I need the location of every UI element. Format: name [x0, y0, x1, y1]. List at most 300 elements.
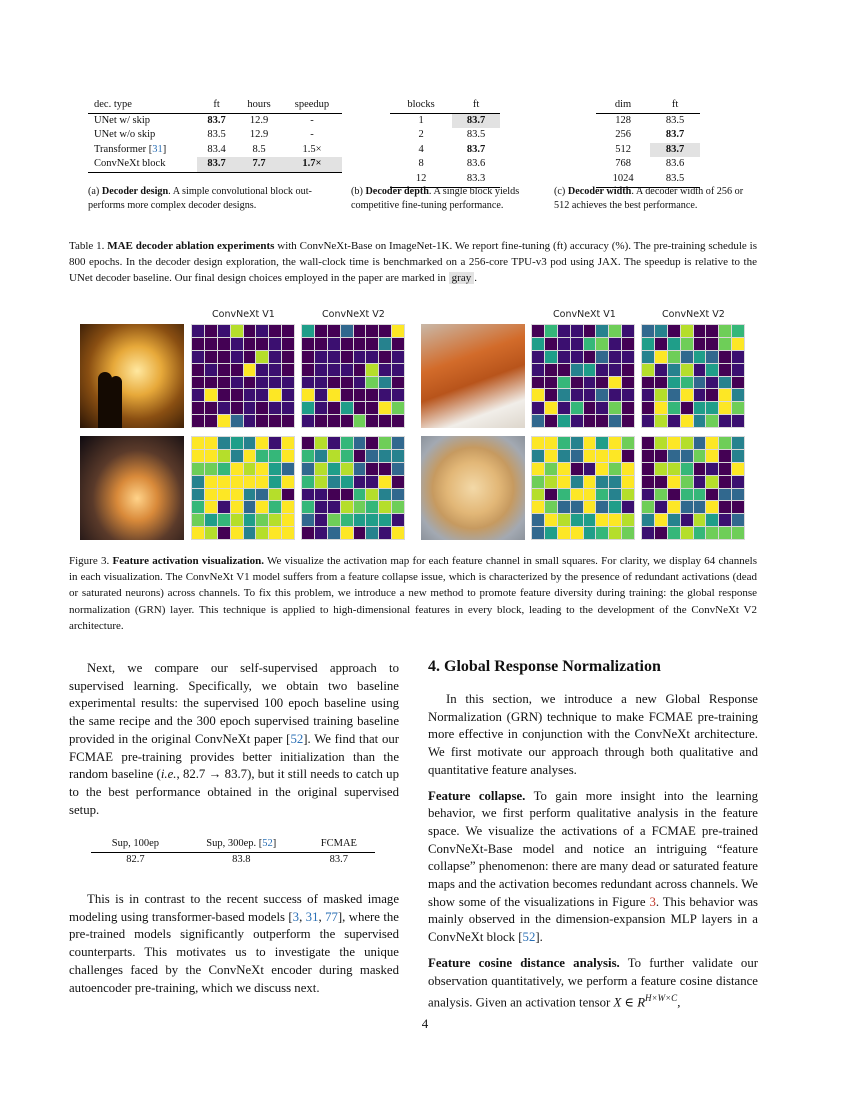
- activation-channel: [302, 338, 314, 350]
- activation-channel: [315, 364, 327, 376]
- activation-channel: [571, 402, 583, 414]
- activation-channel: [269, 389, 281, 401]
- activation-channel: [681, 437, 693, 449]
- activation-channel: [302, 402, 314, 414]
- activation-channel: [706, 450, 718, 462]
- activation-channel: [622, 501, 634, 513]
- activation-channel: [218, 338, 230, 350]
- activation-channel: [584, 338, 596, 350]
- fig-label-v1-left: ConvNeXt V1: [212, 309, 275, 320]
- activation-channel: [328, 463, 340, 475]
- activation-channel: [269, 338, 281, 350]
- activation-channel: [609, 489, 621, 501]
- activation-channel: [571, 389, 583, 401]
- activation-channel: [596, 501, 608, 513]
- activation-channel: [354, 527, 366, 539]
- activation-channel: [719, 437, 731, 449]
- activation-channel: [558, 476, 570, 488]
- activation-channel: [302, 325, 314, 337]
- activation-channel: [732, 351, 744, 363]
- cell: Transformer [31]: [94, 143, 167, 155]
- activation-channel: [256, 463, 268, 475]
- activation-channel: [532, 415, 544, 427]
- paragraph: This is in contrast to the recent success of masked image modeling using transformer-based models [3, 31, 77], where the pre-trained models significantly outperform the supervised counterparts. This motivates us to investigate the unique challenges faced by the ConvNeXt encoder during masked autoencoder pre-training, which we discuss next.: [69, 892, 399, 995]
- activation-channel: [282, 437, 294, 449]
- col-header: ft: [650, 98, 700, 113]
- activation-channel: [694, 450, 706, 462]
- activation-channel: [706, 437, 718, 449]
- table-decoder-design: [88, 98, 342, 173]
- activation-channel: [341, 325, 353, 337]
- activation-channel: [315, 389, 327, 401]
- activation-channel: [571, 450, 583, 462]
- activation-channel: [609, 364, 621, 376]
- activation-channel: [558, 338, 570, 350]
- activation-channel: [341, 351, 353, 363]
- activation-channel: [584, 514, 596, 526]
- activation-channel: [584, 389, 596, 401]
- activation-channel: [668, 437, 680, 449]
- activation-channel: [668, 389, 680, 401]
- cell: 1.5×: [302, 143, 322, 155]
- table-row: 12 83.3: [390, 172, 500, 187]
- activation-channel: [532, 338, 544, 350]
- activation-channel: [655, 463, 667, 475]
- activation-channel: [328, 450, 340, 462]
- activation-channel: [642, 476, 654, 488]
- activation-channel: [269, 514, 281, 526]
- activation-channel: [282, 377, 294, 389]
- activation-channel: [732, 489, 744, 501]
- activation-channel: [354, 415, 366, 427]
- activation-channel: [354, 402, 366, 414]
- activation-channel: [328, 351, 340, 363]
- figure3-caption: Figure 3. Feature activation visualization. We visualize the activation map for each feature channel in small squares. For clarity, we display 64 channels in each visualization. The ConvNeXt V1 model suffers from a feature collapse issue, which is characterized by the presence of redundant activations (dead or saturated neurons) across channels. To fix this problem, we introduce a new method to promote feature diversity during training: the global response normalization (GRN) layer. This technique is applied to high-dimensional features in every block, leading to the development of the ConvNeXt V2 architecture.: [69, 555, 757, 632]
- activation-channel: [732, 389, 744, 401]
- activation-channel: [545, 338, 557, 350]
- activation-channel: [732, 338, 744, 350]
- activation-channel: [231, 377, 243, 389]
- cell: ConvNeXt block: [88, 157, 197, 172]
- activation-channel: [244, 450, 256, 462]
- left-column-p2: [69, 891, 399, 997]
- activation-channel: [596, 527, 608, 539]
- activation-channel: [218, 351, 230, 363]
- activation-channel: [366, 476, 378, 488]
- activation-channel: [192, 377, 204, 389]
- activation-channel: [231, 514, 243, 526]
- activation-channel: [609, 450, 621, 462]
- activation-channel: [706, 415, 718, 427]
- activation-channel: [379, 402, 391, 414]
- activation-channel: [341, 437, 353, 449]
- activation-channel: [244, 364, 256, 376]
- activation-channel: [256, 415, 268, 427]
- activation-channel: [379, 325, 391, 337]
- col-header: ft: [452, 98, 500, 113]
- paragraph: In this section, we introduce a new Global Response Normalization (GRN) technique to make FCMAE pre-training more effective in conjunction with the ConvNeXt architecture. We first motivate our approach through both qualitative and quantitative feature analyses.: [428, 692, 758, 777]
- table-row: [88, 128, 342, 143]
- cell: 8.5: [252, 143, 266, 155]
- activation-channel: [256, 351, 268, 363]
- activation-channel: [392, 476, 404, 488]
- activation-channel: [584, 415, 596, 427]
- activation-channel: [655, 338, 667, 350]
- activation-channel: [719, 389, 731, 401]
- activation-channel: [302, 437, 314, 449]
- activation-channel: [668, 450, 680, 462]
- activation-channel: [609, 402, 621, 414]
- activation-channel: [231, 527, 243, 539]
- activation-channel: [545, 463, 557, 475]
- activation-channel: [642, 489, 654, 501]
- activation-channel: [668, 514, 680, 526]
- activation-channel: [341, 476, 353, 488]
- activation-channel: [732, 437, 744, 449]
- activation-channel: [622, 489, 634, 501]
- activation-channel: [366, 364, 378, 376]
- activation-channel: [366, 415, 378, 427]
- activation-channel: [218, 377, 230, 389]
- activation-channel: [379, 389, 391, 401]
- activation-channel: [315, 450, 327, 462]
- activation-channel: [655, 450, 667, 462]
- activation-channel: [205, 501, 217, 513]
- activation-channel: [719, 325, 731, 337]
- activation-channel: [341, 338, 353, 350]
- activation-channel: [681, 415, 693, 427]
- left-column: [69, 660, 399, 819]
- activation-channel: [532, 437, 544, 449]
- activation-channel: [596, 402, 608, 414]
- activation-channel: [379, 514, 391, 526]
- activation-channel: [328, 325, 340, 337]
- activation-channel: [558, 437, 570, 449]
- activation-channel: [392, 437, 404, 449]
- activation-channel: [706, 501, 718, 513]
- activation-channel: [706, 476, 718, 488]
- activation-channel: [571, 377, 583, 389]
- activation-channel: [282, 527, 294, 539]
- activation-channel: [328, 402, 340, 414]
- cell: -: [310, 129, 314, 141]
- activation-channel: [719, 351, 731, 363]
- activation-channel: [328, 338, 340, 350]
- table1-caption: Table 1. MAE decoder ablation experiments with ConvNeXt-Base on ImageNet-1K. We report fine-tuning (ft) accuracy (%). The pre-training schedule is 800 epochs. In the decoder design exploration, the wall-clock time is benchmarked on a 256-core TPU-v3 pod using JAX. The speedup is relative to the UNet decoder baseline. Our final design choices employed in the paper are marked in gray .: [69, 240, 757, 285]
- activation-channel: [545, 351, 557, 363]
- activation-channel: [231, 437, 243, 449]
- activation-grid-v2-bottom-right: [641, 436, 745, 540]
- activation-channel: [558, 415, 570, 427]
- subcaption-b: (b) Decoder depth. A single block yields competitive fine-tuning performance.: [351, 186, 520, 211]
- activation-channel: [315, 402, 327, 414]
- activation-grid-v2-bottom-left: [301, 436, 405, 540]
- activation-channel: [596, 437, 608, 449]
- activation-channel: [642, 351, 654, 363]
- activation-channel: [256, 437, 268, 449]
- activation-channel: [244, 501, 256, 513]
- activation-channel: [392, 389, 404, 401]
- activation-channel: [655, 501, 667, 513]
- activation-channel: [192, 415, 204, 427]
- activation-channel: [328, 527, 340, 539]
- activation-channel: [622, 402, 634, 414]
- activation-channel: [558, 527, 570, 539]
- activation-channel: [392, 489, 404, 501]
- activation-channel: [379, 437, 391, 449]
- paragraph: Next, we compare our self-supervised approach to supervised learning. Specifically, we obtain two baseline experimental results: the supervised 100 epoch baseline using the same recipe and the 300 epoch supervised training baseline provided in the original ConvNeXt paper [52]. We find that our FCMAE pre-training provides better initialization than the random baseline (i.e., 82.7 → 83.7), but it still needs to catch up to the best performance obtained in the original supervised setup.: [69, 661, 400, 817]
- activation-channel: [584, 325, 596, 337]
- activation-channel: [218, 415, 230, 427]
- activation-channel: [379, 463, 391, 475]
- activation-channel: [545, 514, 557, 526]
- activation-channel: [545, 325, 557, 337]
- activation-channel: [694, 389, 706, 401]
- activation-channel: [609, 527, 621, 539]
- activation-channel: [205, 389, 217, 401]
- section-heading: 4. Global Response Normalization: [428, 658, 661, 675]
- activation-channel: [545, 402, 557, 414]
- activation-channel: [732, 501, 744, 513]
- activation-channel: [584, 402, 596, 414]
- activation-channel: [719, 402, 731, 414]
- col-header: hours: [236, 98, 282, 113]
- activation-channel: [558, 377, 570, 389]
- activation-channel: [205, 514, 217, 526]
- activation-channel: [609, 415, 621, 427]
- activation-channel: [231, 351, 243, 363]
- activation-channel: [315, 377, 327, 389]
- activation-channel: [532, 463, 544, 475]
- activation-channel: [719, 377, 731, 389]
- activation-channel: [341, 463, 353, 475]
- activation-channel: [668, 325, 680, 337]
- activation-channel: [719, 476, 731, 488]
- activation-channel: [244, 377, 256, 389]
- activation-channel: [231, 489, 243, 501]
- activation-channel: [622, 377, 634, 389]
- activation-channel: [341, 489, 353, 501]
- activation-channel: [655, 402, 667, 414]
- activation-channel: [392, 463, 404, 475]
- activation-channel: [205, 527, 217, 539]
- table-row: [88, 157, 342, 172]
- activation-channel: [596, 489, 608, 501]
- activation-channel: [379, 351, 391, 363]
- activation-channel: [192, 501, 204, 513]
- activation-channel: [532, 364, 544, 376]
- activation-channel: [655, 527, 667, 539]
- activation-channel: [379, 527, 391, 539]
- activation-channel: [719, 338, 731, 350]
- activation-channel: [192, 476, 204, 488]
- activation-channel: [315, 415, 327, 427]
- activation-channel: [354, 514, 366, 526]
- activation-channel: [218, 437, 230, 449]
- activation-channel: [256, 364, 268, 376]
- activation-channel: [732, 476, 744, 488]
- activation-channel: [205, 325, 217, 337]
- cell: 83.5: [207, 129, 226, 141]
- activation-channel: [706, 402, 718, 414]
- activation-channel: [694, 463, 706, 475]
- activation-channel: [584, 351, 596, 363]
- activation-channel: [302, 377, 314, 389]
- activation-channel: [192, 325, 204, 337]
- activation-channel: [231, 325, 243, 337]
- table-row: [88, 113, 342, 128]
- activation-channel: [732, 450, 744, 462]
- activation-channel: [681, 450, 693, 462]
- activation-channel: [354, 338, 366, 350]
- activation-channel: [315, 463, 327, 475]
- activation-channel: [282, 415, 294, 427]
- activation-channel: [545, 489, 557, 501]
- activation-channel: [269, 325, 281, 337]
- cell: 1.7×: [282, 157, 342, 172]
- activation-channel: [622, 476, 634, 488]
- activation-channel: [392, 377, 404, 389]
- activation-channel: [732, 463, 744, 475]
- activation-channel: [532, 476, 544, 488]
- cell: UNet w/ skip: [94, 114, 150, 126]
- activation-channel: [532, 450, 544, 462]
- activation-channel: [354, 364, 366, 376]
- activation-channel: [366, 514, 378, 526]
- activation-channel: [192, 527, 204, 539]
- activation-channel: [218, 501, 230, 513]
- activation-channel: [392, 364, 404, 376]
- activation-channel: [205, 463, 217, 475]
- right-column: [428, 691, 758, 1012]
- activation-channel: [655, 437, 667, 449]
- activation-channel: [192, 463, 204, 475]
- activation-channel: [315, 351, 327, 363]
- activation-channel: [622, 437, 634, 449]
- activation-channel: [231, 338, 243, 350]
- activation-channel: [282, 489, 294, 501]
- activation-channel: [366, 351, 378, 363]
- activation-channel: [558, 514, 570, 526]
- activation-channel: [655, 415, 667, 427]
- cell: 83.4: [207, 143, 226, 155]
- activation-channel: [341, 514, 353, 526]
- activation-channel: [571, 364, 583, 376]
- activation-channel: [231, 415, 243, 427]
- activation-channel: [341, 389, 353, 401]
- activation-channel: [668, 364, 680, 376]
- cell: 7.7: [236, 157, 282, 172]
- activation-channel: [244, 476, 256, 488]
- activation-channel: [609, 476, 621, 488]
- col-header: dim: [596, 98, 650, 113]
- activation-channel: [681, 527, 693, 539]
- fox-photo: [421, 324, 525, 428]
- table-row: 82.7 83.8 83.7: [126, 853, 349, 865]
- cell: UNet w/o skip: [94, 129, 156, 141]
- activation-channel: [269, 415, 281, 427]
- activation-channel: [719, 463, 731, 475]
- activation-channel: [545, 450, 557, 462]
- activation-channel: [302, 351, 314, 363]
- activation-channel: [192, 389, 204, 401]
- activation-channel: [622, 338, 634, 350]
- activation-channel: [694, 364, 706, 376]
- activation-channel: [244, 402, 256, 414]
- fig-label-v2-left: ConvNeXt V2: [322, 309, 385, 320]
- activation-channel: [694, 402, 706, 414]
- activation-channel: [694, 476, 706, 488]
- activation-channel: [655, 476, 667, 488]
- activation-channel: [231, 476, 243, 488]
- activation-channel: [532, 489, 544, 501]
- activation-channel: [205, 476, 217, 488]
- activation-channel: [366, 338, 378, 350]
- activation-channel: [218, 389, 230, 401]
- activation-channel: [668, 489, 680, 501]
- activation-channel: [719, 501, 731, 513]
- activation-channel: [328, 415, 340, 427]
- activation-channel: [269, 476, 281, 488]
- activation-channel: [668, 501, 680, 513]
- activation-channel: [694, 338, 706, 350]
- activation-channel: [558, 325, 570, 337]
- activation-channel: [596, 389, 608, 401]
- activation-channel: [302, 476, 314, 488]
- activation-channel: [269, 527, 281, 539]
- activation-channel: [642, 527, 654, 539]
- activation-channel: [681, 351, 693, 363]
- activation-channel: [366, 377, 378, 389]
- activation-channel: [392, 514, 404, 526]
- activation-channel: [379, 415, 391, 427]
- activation-channel: [341, 364, 353, 376]
- col-header: FCMAE: [303, 837, 375, 852]
- activation-channel: [681, 501, 693, 513]
- activation-channel: [354, 476, 366, 488]
- activation-channel: [366, 489, 378, 501]
- activation-channel: [192, 351, 204, 363]
- activation-channel: [282, 338, 294, 350]
- activation-channel: [668, 415, 680, 427]
- activation-channel: [532, 351, 544, 363]
- subcaption-a: (a) Decoder design. A simple convolutional block out-performs more complex decoder designs.: [88, 186, 312, 211]
- activation-channel: [392, 338, 404, 350]
- activation-grid-v1-bottom-left: [191, 436, 295, 540]
- table-row: 1 83.7: [390, 113, 500, 128]
- activation-channel: [269, 351, 281, 363]
- activation-channel: [231, 501, 243, 513]
- activation-channel: [642, 450, 654, 462]
- activation-channel: [571, 351, 583, 363]
- activation-channel: [341, 501, 353, 513]
- activation-channel: [244, 489, 256, 501]
- paragraph: Feature cosine distance analysis. To further validate our observation quantitatively, we perform a feature cosine distance analysis. Given an activation tensor X ∈ $R^{H\times W\times C}$,: [428, 955, 758, 1010]
- activation-channel: [532, 325, 544, 337]
- activation-channel: [622, 463, 634, 475]
- activation-channel: [366, 402, 378, 414]
- activation-channel: [609, 377, 621, 389]
- activation-channel: [392, 501, 404, 513]
- activation-channel: [655, 489, 667, 501]
- activation-channel: [302, 450, 314, 462]
- activation-channel: [532, 377, 544, 389]
- activation-channel: [694, 325, 706, 337]
- activation-channel: [584, 527, 596, 539]
- activation-channel: [244, 325, 256, 337]
- activation-channel: [256, 450, 268, 462]
- table-decoder-width: [596, 98, 700, 188]
